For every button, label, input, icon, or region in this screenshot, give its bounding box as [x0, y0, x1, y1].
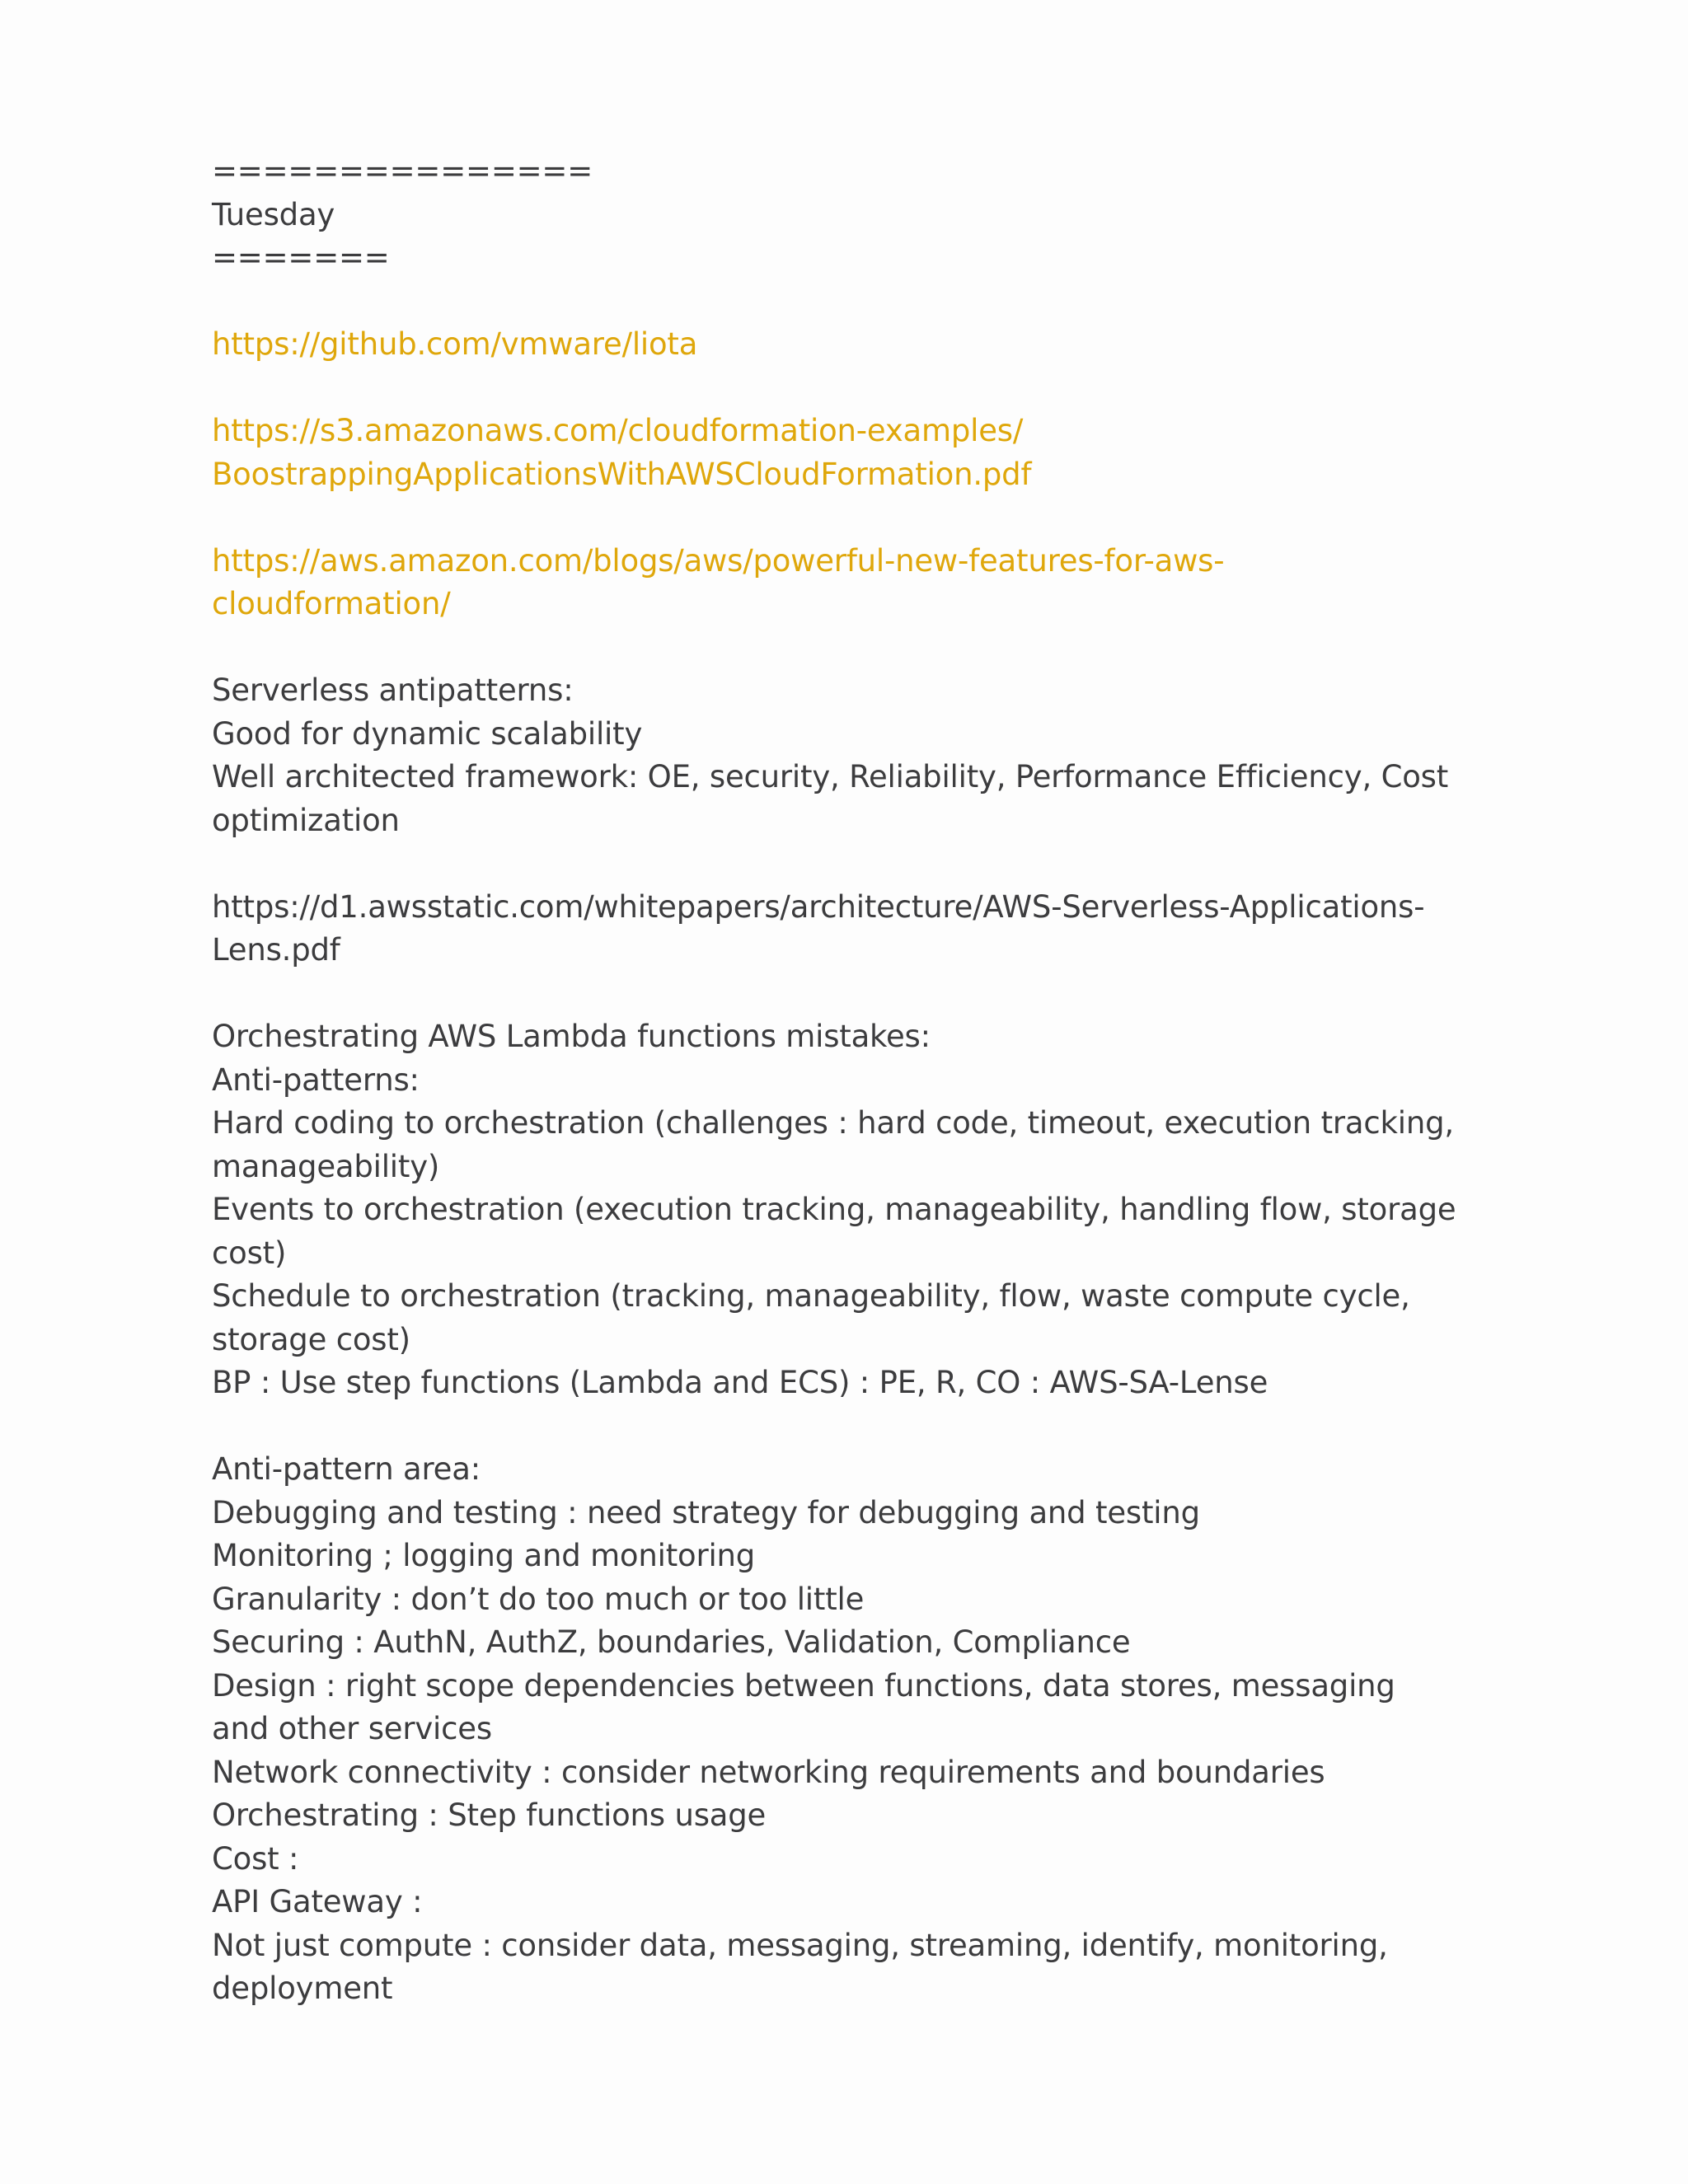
text-line: storage cost) [212, 1321, 410, 1357]
text-line: Good for dynamic scalability [212, 715, 643, 752]
blank-line [212, 367, 1498, 410]
text-line: Monitoring ; logging and monitoring [212, 1538, 756, 1573]
text-line: Schedule to orchestration (tracking, manageability, flow, waste compute cycle, [212, 1278, 1410, 1314]
text-line: and other services [212, 1711, 492, 1746]
text-line: Hard coding to orchestration (challenges : hard code, timeout, execution tracking, [212, 1105, 1454, 1141]
text-url-line: Lens.pdf [212, 932, 340, 968]
text-line: Network connectivity : consider networking requirements and boundaries [212, 1754, 1325, 1790]
text-line: Cost : [212, 1840, 299, 1877]
link-aws-blog-cont[interactable]: cloudformation/ [212, 586, 451, 621]
text-line: Debugging and testing : need strategy for debugging and testing [212, 1494, 1200, 1530]
note-page [212, 150, 1498, 2011]
link-cloudformation-pdf[interactable]: https://s3.amazonaws.com/cloudformation-examples/ [212, 413, 1024, 448]
text-line: Not just compute : consider data, messaging, streaming, identify, monitoring, [212, 1927, 1388, 1963]
section-heading: Serverless antipatterns: [212, 673, 574, 708]
section-heading: Orchestrating AWS Lambda functions mistakes: [212, 1019, 931, 1054]
separator-line: ======= [212, 240, 390, 275]
text-url-line: https://d1.awsstatic.com/whitepapers/architecture/AWS-Serverless-Applications- [212, 888, 1425, 925]
text-line: Anti-patterns: [212, 1062, 420, 1098]
text-line: deployment [212, 1971, 393, 2006]
text-line: Granularity : don’t do too much or too little [212, 1581, 865, 1617]
link-aws-blog[interactable]: https://aws.amazon.com/blogs/aws/powerful-new-features-for-aws- [212, 542, 1225, 579]
text-line: Design : right scope dependencies between functions, data stores, messaging [212, 1667, 1395, 1704]
text-line: cost) [212, 1235, 287, 1271]
link-liota[interactable]: https://github.com/vmware/liota [212, 326, 698, 362]
text-line: Well architected framework: OE, security, Reliability, Performance Efficiency, Cost [212, 759, 1449, 794]
text-line: manageability) [212, 1148, 440, 1184]
day-heading: Tuesday [212, 196, 335, 232]
blank-line [212, 972, 1498, 1016]
text-line: Orchestrating : Step functions usage [212, 1797, 767, 1833]
text-line: BP : Use step functions (Lambda and ECS) : PE, R, CO : AWS-SA-Lense [212, 1365, 1268, 1400]
text-line: Securing : AuthN, AuthZ, boundaries, Validation, Compliance [212, 1624, 1131, 1660]
text-line: API Gateway : [212, 1884, 423, 1919]
separator-line: =============== [212, 153, 593, 189]
blank-line [212, 496, 1498, 540]
text-line: optimization [212, 802, 400, 838]
blank-line [212, 626, 1498, 670]
section-heading: Anti-pattern area: [212, 1451, 481, 1487]
text-line: Events to orchestration (execution tracking, manageability, handling flow, storage [212, 1192, 1456, 1227]
link-cloudformation-pdf-cont[interactable]: BoostrappingApplicationsWithAWSCloudFormation.pdf [212, 456, 1032, 492]
blank-line [212, 842, 1498, 886]
blank-line [212, 280, 1498, 324]
blank-line [212, 1405, 1498, 1449]
